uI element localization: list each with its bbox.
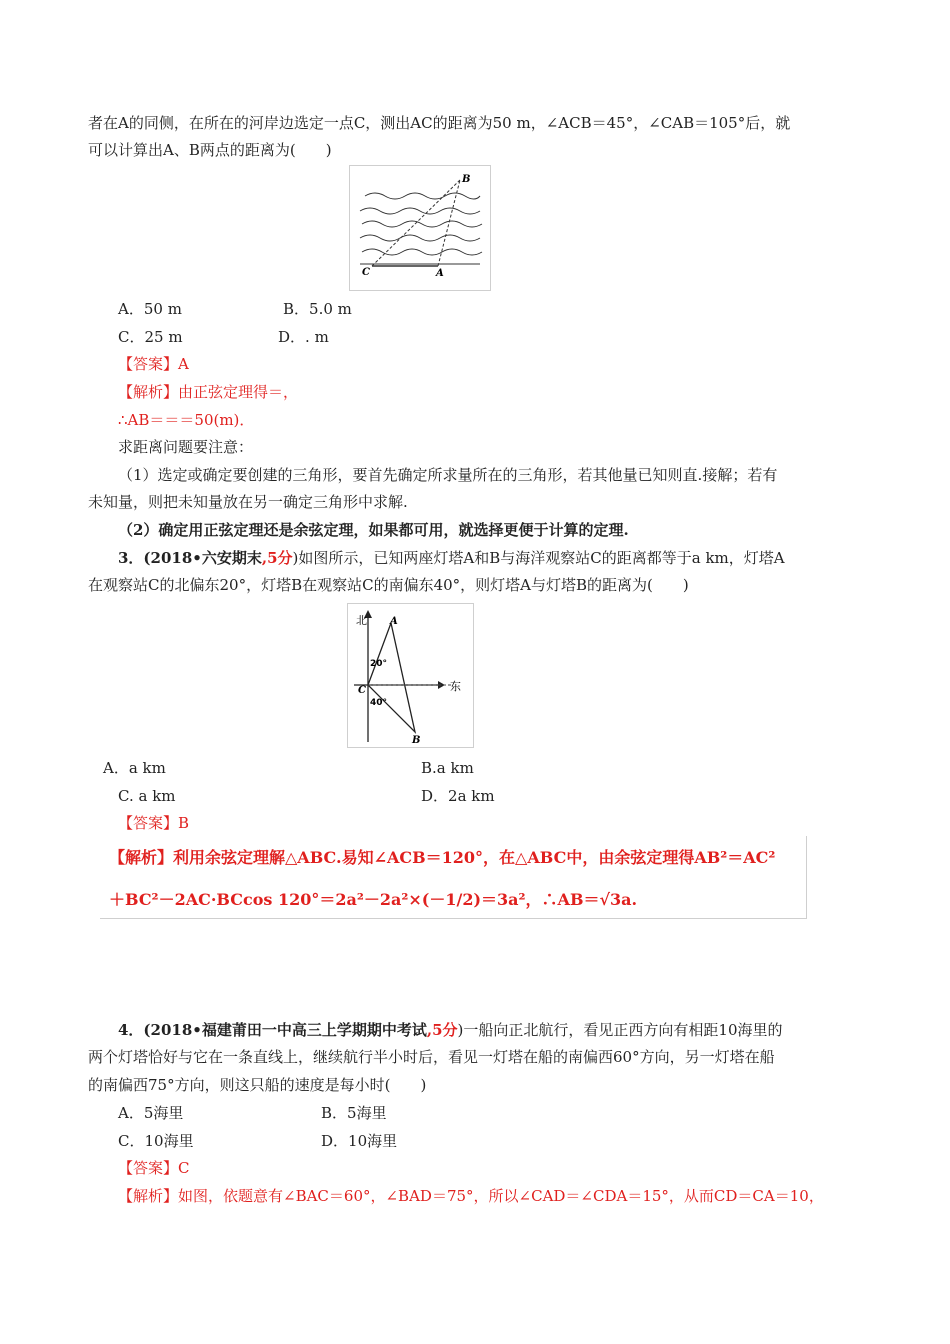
- q3-source: 3．(2018•六安期末: [118, 549, 262, 567]
- q3-option-a: A．a km: [103, 759, 166, 777]
- q4-option-d: D．10海里: [321, 1132, 398, 1150]
- q3-analysis-1: 【解析】利用余弦定理解△ABC.易知∠ACB＝120°，在△ABC中，由余弦定理得AB²＝AC²: [109, 848, 776, 867]
- river-figure: [349, 165, 491, 291]
- q2-answer: 【答案】A: [118, 355, 189, 373]
- q4-answer: 【答案】C: [118, 1159, 190, 1177]
- q3-line1: [118, 548, 785, 568]
- q3-stem: )如图所示，已知两座灯塔A和B与海洋观察站C的距离都等于a km，灯塔A: [292, 549, 785, 567]
- q2-line1: 者在A的同侧，在所在的河岸边选定一点C，测出AC的距离为50 m，∠ACB＝45°，∠CAB＝105°后，就: [88, 114, 791, 132]
- q3-option-c: C. a km: [118, 787, 176, 805]
- fig-label-a: A: [390, 616, 398, 627]
- q3-score: ,5分: [261, 549, 293, 567]
- fig-label-c: C: [362, 267, 370, 278]
- q4-source: 4．(2018•福建莆田一中高三上学期期中考试: [118, 1021, 427, 1039]
- q3-line2: 在观察站C的北偏东20°，灯塔B在观察站C的南偏东40°，则灯塔A与灯塔B的距离为( ): [88, 576, 689, 594]
- fig-label-a: A: [436, 268, 444, 279]
- q2-note-1b: 未知量，则把未知量放在另一确定三角形中求解.: [88, 493, 408, 511]
- q2-note-title: 求距离问题要注意：: [118, 438, 254, 456]
- fig-angle-40: 40°: [370, 698, 388, 708]
- q4-stem: )一船向正北航行，看见正西方向有相距10海里的: [457, 1021, 783, 1039]
- fig-label-c: C: [358, 685, 366, 696]
- fig-angle-20: 20°: [370, 659, 388, 669]
- q4-score: ,5分: [426, 1021, 458, 1039]
- q3-option-d: D．2a km: [421, 787, 495, 805]
- q2-option-a: A．50 m: [118, 300, 182, 318]
- q4-line3: 的南偏西75°方向，则这只船的速度是每小时( ): [88, 1076, 427, 1094]
- q2-note-1a: （1）选定或确定要创建的三角形，要首先确定所求量所在的三角形，若其他量已知则直.接解；若有: [118, 466, 778, 484]
- q3-answer: 【答案】B: [118, 814, 190, 832]
- q2-analysis-2: ∴AB＝＝＝50(m)．: [118, 411, 255, 429]
- q4-analysis-1: 【解析】如图，依题意有∠BAC＝60°，∠BAD＝75°，所以∠CAD＝∠CDA＝15°，从而CD＝CA＝10，: [118, 1187, 824, 1205]
- q3-option-b: B.a km: [421, 759, 474, 777]
- q2-option-b: B．5.0 m: [283, 300, 352, 318]
- q3-analysis-2: ＋BC²－2AC·BCcos 120°＝2a²－2a²×(－1/2)＝3a²，∴AB＝√3a.: [109, 890, 638, 909]
- fig-label-b: B: [412, 735, 421, 746]
- q4-option-b: B．5海里: [321, 1104, 387, 1122]
- q2-note-2: （2）确定用正弦定理还是余弦定理，如果都可用，就选择更便于计算的定理.: [118, 521, 629, 539]
- q2-line2: 可以计算出A、B两点的距离为( ): [88, 141, 332, 159]
- q2-option-d: D．. m: [278, 328, 329, 346]
- q2-analysis-1: 【解析】由正弦定理得＝，: [118, 383, 299, 401]
- q2-option-c: C．25 m: [118, 328, 183, 346]
- fig-north-label: 北: [356, 614, 367, 627]
- fig-east-label: 东: [450, 680, 461, 693]
- lighthouse-figure: [347, 603, 474, 748]
- fig-label-b: B: [462, 174, 471, 185]
- q4-option-a: A．5海里: [118, 1104, 184, 1122]
- q4-line2: 两个灯塔恰好与它在一条直线上，继续航行半小时后，看见一灯塔在船的南偏西60°方向，另一灯塔在船: [88, 1048, 775, 1066]
- q4-line1: [118, 1020, 783, 1040]
- q4-option-c: C．10海里: [118, 1132, 194, 1150]
